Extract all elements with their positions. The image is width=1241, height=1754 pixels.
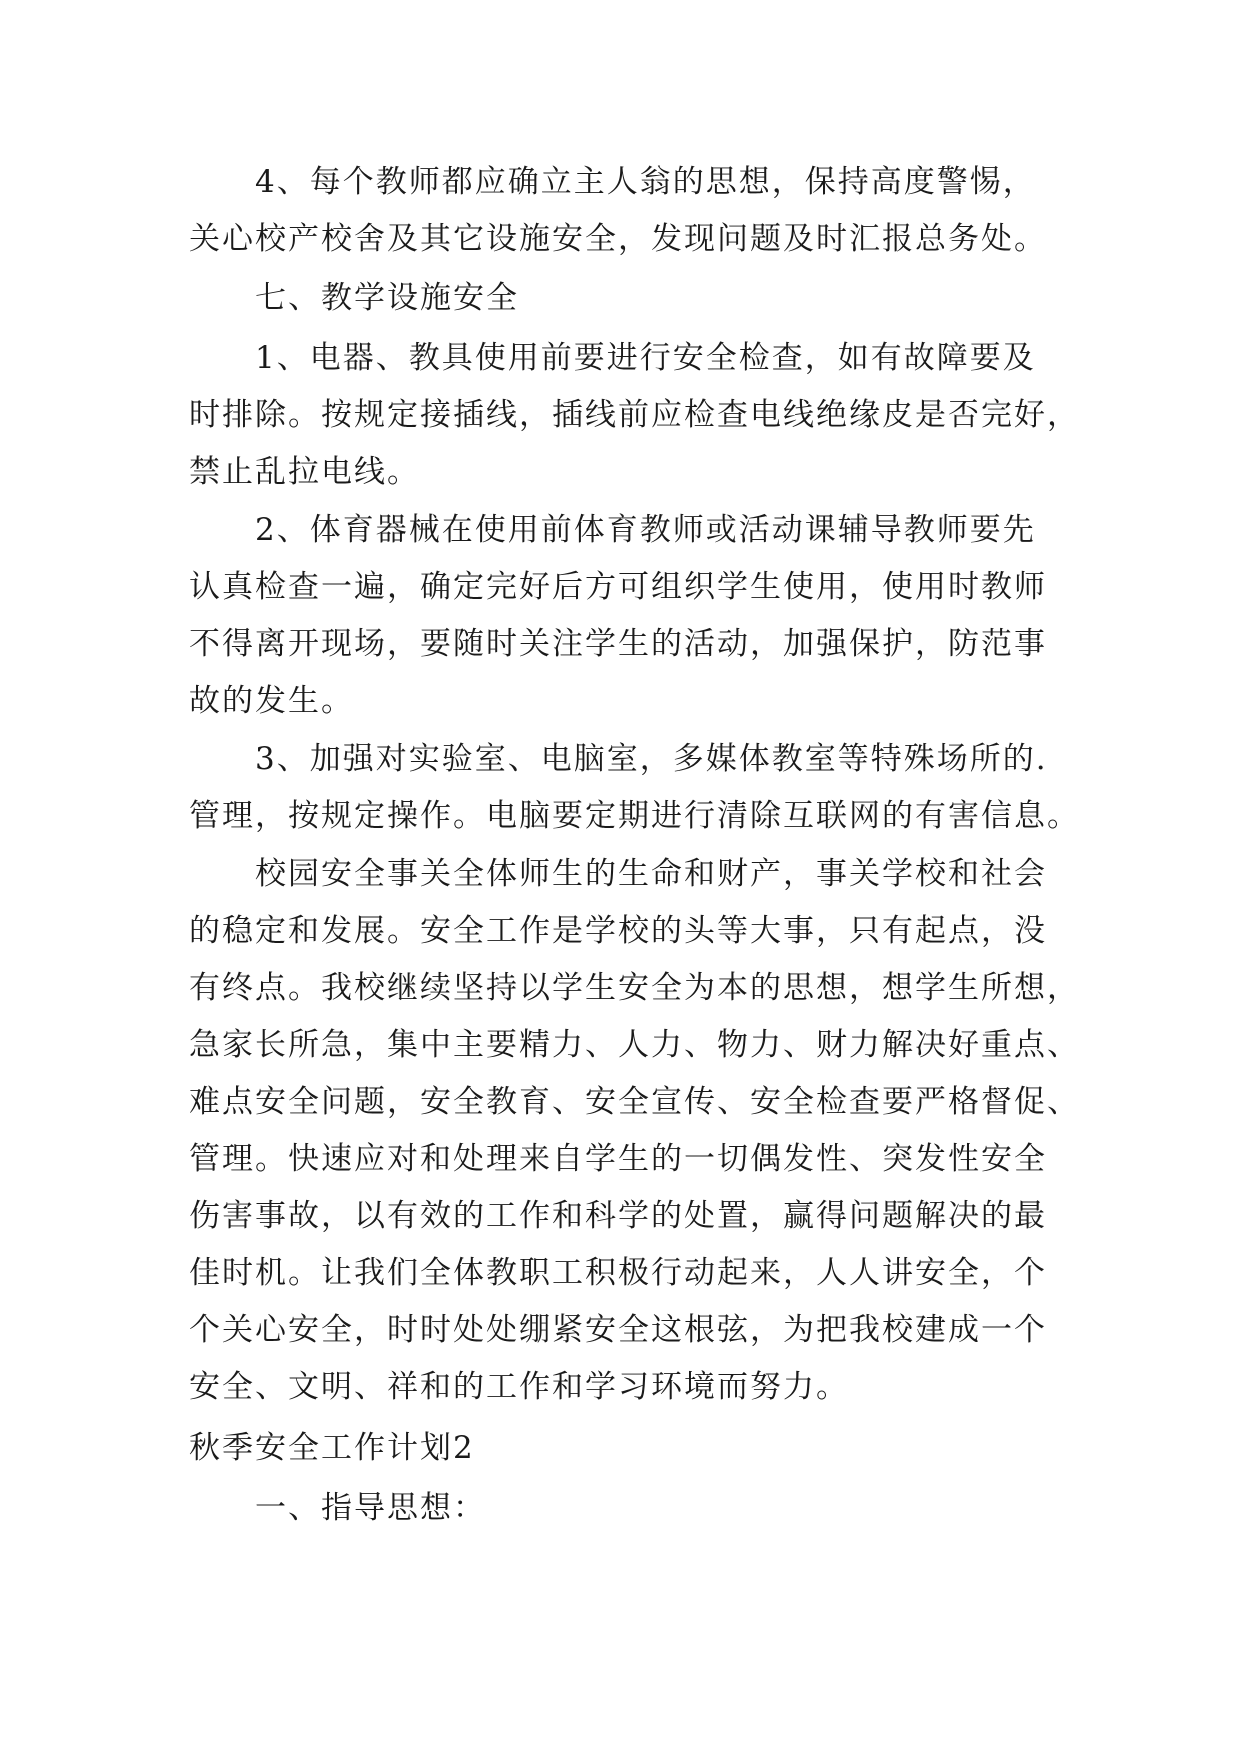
section-title-text: 秋季安全工作计划2 xyxy=(189,1430,475,1466)
text-line: 佳时机。让我们全体教职工积极行动起来，人人讲安全，个 xyxy=(189,1255,1047,1291)
text-line: 1、电器、教具使用前要进行安全检查，如有故障要及 xyxy=(255,340,1036,376)
sub-heading-text: 一、指导思想： xyxy=(255,1490,486,1526)
text-line: 伤害事故，以有效的工作和科学的处置，赢得问题解决的最 xyxy=(189,1198,1047,1234)
section-heading-facility-safety xyxy=(189,270,1069,327)
text-line: 3、加强对实验室、电脑室，多媒体教室等特殊场所的. xyxy=(255,741,1048,777)
text-line: 管理，按规定操作。电脑要定期进行清除互联网的有害信息。 xyxy=(189,798,1080,834)
text-line: 个关心安全，时时处处绷紧安全这根弦，为把我校建成一个 xyxy=(189,1312,1047,1348)
text-line: 管理。快速应对和处理来自学生的一切偶发性、突发性安全 xyxy=(189,1141,1047,1177)
sub-heading xyxy=(189,1480,1069,1537)
text-line: 难点安全问题，安全教育、安全宣传、安全检查要严格督促、 xyxy=(189,1084,1080,1120)
text-line: 4、每个教师都应确立主人翁的思想，保持高度警惕， xyxy=(255,164,1036,200)
paragraph-teacher-vigilance xyxy=(189,154,1069,268)
text-line: 有终点。我校继续坚持以学生安全为本的思想，想学生所想， xyxy=(189,970,1080,1006)
section-title xyxy=(189,1420,1069,1477)
text-line: 不得离开现场，要随时关注学生的活动，加强保护，防范事 xyxy=(189,626,1047,662)
text-line: 故的发生。 xyxy=(189,683,354,719)
text-line: 认真检查一遍，确定完好后方可组织学生使用，使用时教师 xyxy=(189,569,1047,605)
text-line: 安全、文明、祥和的工作和学习环境而努力。 xyxy=(189,1369,849,1405)
text-line: 七、教学设施安全 xyxy=(255,280,519,316)
text-line: 时排除。按规定接插线，插线前应检查电线绝缘皮是否完好， xyxy=(189,397,1080,433)
text-line: 2、体育器械在使用前体育教师或活动课辅导教师要先 xyxy=(255,512,1036,548)
text-line: 关心校产校舍及其它设施安全，发现问题及时汇报总务处。 xyxy=(189,221,1047,257)
text-line: 校园安全事关全体师生的生命和财产，事关学校和社会 xyxy=(255,856,1047,892)
paragraph-campus-safety-summary xyxy=(189,846,1080,1416)
text-line: 的稳定和发展。安全工作是学校的头等大事，只有起点，没 xyxy=(189,913,1047,949)
paragraph-sports-equipment xyxy=(189,502,1069,730)
paragraph-lab-management xyxy=(189,731,1080,845)
text-line: 禁止乱拉电线。 xyxy=(189,454,420,490)
text-line: 急家长所急，集中主要精力、人力、物力、财力解决好重点、 xyxy=(189,1027,1080,1063)
paragraph-electrical-safety xyxy=(189,330,1080,501)
